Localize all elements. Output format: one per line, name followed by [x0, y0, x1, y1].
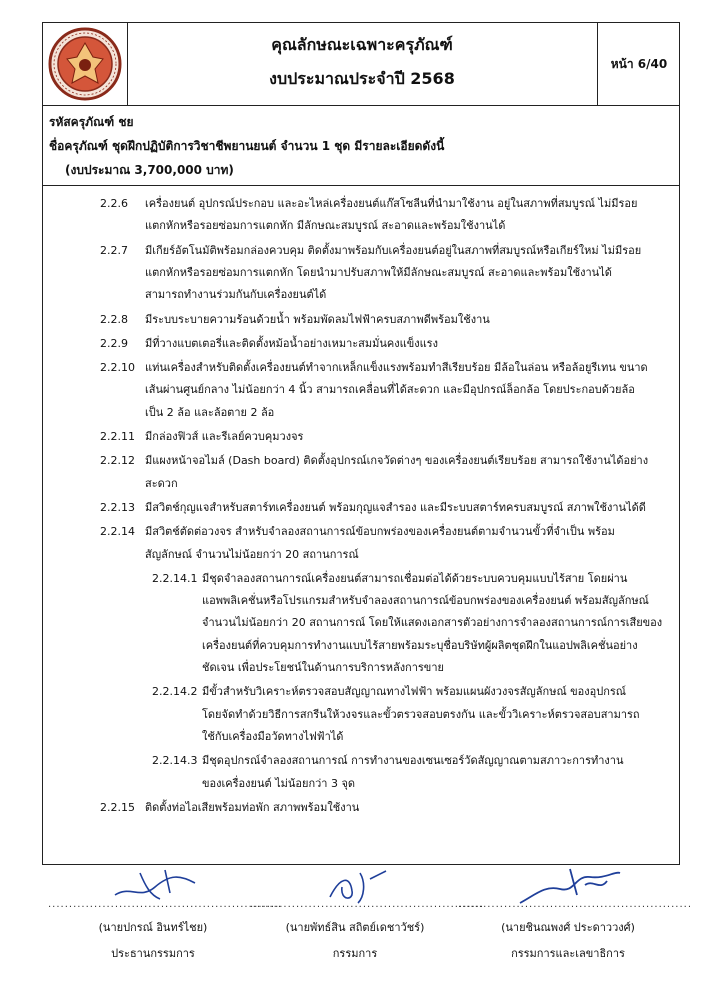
budget-year-title: งบประมาณประจำปี 2568 — [269, 69, 455, 88]
subitem-text-line: ใช้กับเครื่องมือวัดทางไฟฟ้าได้ — [202, 729, 344, 743]
item-text-line: มีระบบระบายความร้อนด้วยน้ำ พร้อมพัดลมไฟฟ้าครบสภาพดีพร้อมใช้งาน — [145, 312, 490, 326]
subitem-text-line: แอพพลิเคชั่นหรือโปรแกรมสำหรับจำลองสถานการณ์ข้อบกพร่องของเครื่องยนต์ พร้อมสัญลักษณ์ — [202, 594, 649, 608]
signature-block-chair: ........................................................ (นายปกรณ์ อินทร์ไชย) ประธานกรรมการ — [48, 899, 283, 960]
item-number: 2.2.15 — [100, 800, 135, 814]
equipment-info — [43, 105, 679, 186]
signer-name: (นายปกรณ์ อินทร์ไชย) — [98, 921, 208, 934]
subitem-number: 2.2.14.2 — [152, 685, 198, 699]
item-text-line: เส้นผ่านศูนย์กลาง ไม่น้อยกว่า 4 นิ้ว สามารถเคลื่อนที่ได้สะดวก และมีอุปกรณ์ล็อกล้อ โดยประกอบด้วยล้อ — [145, 383, 635, 397]
signature-area — [0, 865, 705, 1000]
signer-role: กรรมการ — [332, 947, 378, 960]
subitem-text-line: มีชุดอุปกรณ์จำลองสถานการณ์ การทำงานของเซนเซอร์วัดสัญญาณตามสภาวะการทำงาน — [202, 754, 624, 768]
item-number: 2.2.10 — [100, 361, 135, 375]
equipment-name: ชื่อครุภัณฑ์ ชุดฝึกปฏิบัติการวิชาชีพยานยนต์ จำนวน 1 ชุด มีรายละเอียดดังนี้ — [49, 139, 445, 153]
signer-name: (นายชินณพงศ์ ประดาววงศ์) — [501, 921, 635, 934]
item-text-line: แตกหักหรือรอยซ่อมการแตกหัก มีลักษณะสมบูรณ์ สะอาดและพร้อมใช้งานได้ — [145, 219, 506, 233]
item-text-line: สามารถทำงานร่วมกันกับเครื่องยนต์ได้ — [145, 288, 327, 302]
subitem-text-line: มีชุดจำลองสถานการณ์เครื่องยนต์สามารถเชื่อมต่อได้ด้วยระบบควบคุมแบบไร้สาย โดยผ่าน — [202, 571, 628, 585]
item-text-line: เครื่องยนต์ อุปกรณ์ประกอบ และอะไหล่เครื่องยนต์แก๊สโซลีนที่นำมาใช้งาน อยู่ในสภาพที่สมบูรณ์ ไม่มีรอย — [145, 197, 638, 210]
item-text-line: มีแผงหน้าจอไมล์ (Dash board) ติดตั้งอุปกรณ์เกจวัดต่างๆ ของเครื่องยนต์เรียบร้อย สามารถใช้งานได้อย่าง — [145, 454, 649, 468]
item-number: 2.2.13 — [100, 500, 135, 514]
item-text-line: มีที่วางแบตเตอรี่และติดตั้งหม้อน้ำอย่างเหมาะสมมั่นคงแข็งแรง — [145, 336, 438, 350]
item-number: 2.2.8 — [100, 312, 128, 326]
item-number: 2.2.9 — [100, 336, 128, 350]
item-text-line: มีกล่องฟิวส์ และรีเลย์ควบคุมวงจร — [145, 430, 304, 443]
subitem-text-line: มีขั้วสำหรับวิเคราะห์ตรวจสอบสัญญาณทางไฟฟ้า พร้อมแผนผังวงจรสัญลักษณ์ ของอุปกรณ์ — [202, 685, 627, 699]
item-number: 2.2.7 — [100, 243, 128, 257]
item-text-line: สะดวก — [145, 476, 178, 490]
item-number: 2.2.11 — [100, 430, 135, 443]
item-number: 2.2.6 — [100, 197, 128, 210]
signature-block-secretary: ........................................................ (นายชินณพงศ์ ประดาววงศ์) กรรมการและเลขาธิการ — [458, 899, 693, 960]
title-cell — [127, 23, 598, 105]
item-text-line: มีสวิตช์ตัดต่อวงจร สำหรับจำลองสถานการณ์ข้อบกพร่องของเครื่องยนต์ตามจำนวนขั้วที่จำเป็น พร้อม — [145, 525, 615, 539]
item-number: 2.2.12 — [100, 454, 135, 468]
equipment-code: รหัสครุภัณฑ์ ชย — [49, 115, 134, 129]
item-text-line: แท่นเครื่องสำหรับติดตั้งเครื่องยนต์ทำจากเหล็กแข็งแรงพร้อมทำสีเรียบร้อย มีล้อในล่อน หรือล้อยูรีเทน ขนาด — [145, 361, 648, 375]
vocational-commission-logo-icon — [43, 23, 127, 105]
subitem-number: 2.2.14.1 — [152, 571, 198, 585]
item-text-line: เป็น 2 ล้อ และล้อตาย 2 ล้อ — [145, 405, 275, 419]
signer-name: (นายพัทธ์สิน สถิตย์เดชาวัชร์) — [285, 921, 425, 934]
item-text-line: สัญลักษณ์ จำนวนไม่น้อยกว่า 20 สถานการณ์ — [145, 547, 359, 561]
document-header — [43, 23, 679, 106]
document-title: คุณลักษณะเฉพาะครุภัณฑ์ — [271, 35, 453, 54]
page-number: หน้า 6/40 — [610, 56, 668, 71]
subitem-text-line: เครื่องยนต์ที่ควบคุมการทำงานแบบไร้สายพร้อมระบุชื่อบริษัทผู้ผลิตชุดฝึกในแอปพลิเคชั่นอย่าง — [202, 638, 638, 652]
item-text-line: ติดตั้งท่อไอเสียพร้อมท่อพัก สภาพพร้อมใช้งาน — [145, 800, 360, 814]
subitem-text-line: ชัดเจน เพื่อประโยชน์ในด้านการบริการหลังการขาย — [202, 661, 444, 674]
subitem-text-line: จำนวนไม่น้อยกว่า 20 สถานการณ์ โดยให้แสดงเอกสารตัวอย่างการจำลองสถานการณ์การเสียของ — [202, 616, 663, 630]
signature-block-member: ........................................................ (นายพัทธ์สิน สถิตย์เดชาวัชร์) กรรมการ — [250, 899, 485, 960]
item-text-line: มีสวิตช์กุญแจสำหรับสตาร์ทเครื่องยนต์ พร้อมกุญแจสำรอง และมีระบบสตาร์ทครบสมบูรณ์ สภาพใช้งานได้ดี — [145, 500, 646, 514]
signer-role: กรรมการและเลขาธิการ — [511, 947, 625, 960]
document-frame — [42, 22, 680, 865]
item-text-line: แตกหักหรือรอยซ่อมการแตกหัก โดยนำมาปรับสภาพให้มีลักษณะสมบูรณ์ สะอาดและพร้อมใช้งานได้ — [145, 265, 612, 279]
budget-amount: (งบประมาณ 3,700,000 บาท) — [65, 163, 234, 177]
subitem-number: 2.2.14.3 — [152, 754, 198, 768]
signer-role: ประธานกรรมการ — [111, 947, 195, 960]
subitem-text-line: โดยจัดทำด้วยวิธีการสกรีนให้วงจรและขั้วตรวจสอบตรงกัน และขั้ววิเคราะห์ตรวจสอบสามารถ — [202, 707, 640, 721]
item-number: 2.2.14 — [100, 525, 135, 539]
subitem-text-line: ของเครื่องยนต์ ไม่น้อยกว่า 3 จุด — [202, 776, 356, 790]
item-text-line: มีเกียร์อัตโนมัติพร้อมกล่องควบคุม ติดตั้งมาพร้อมกับเครื่องยนต์อยู่ในสภาพที่สมบูรณ์หรือเกียร์ใหม่ ไม่มีรอย — [145, 243, 642, 257]
logo-cell — [43, 23, 128, 105]
